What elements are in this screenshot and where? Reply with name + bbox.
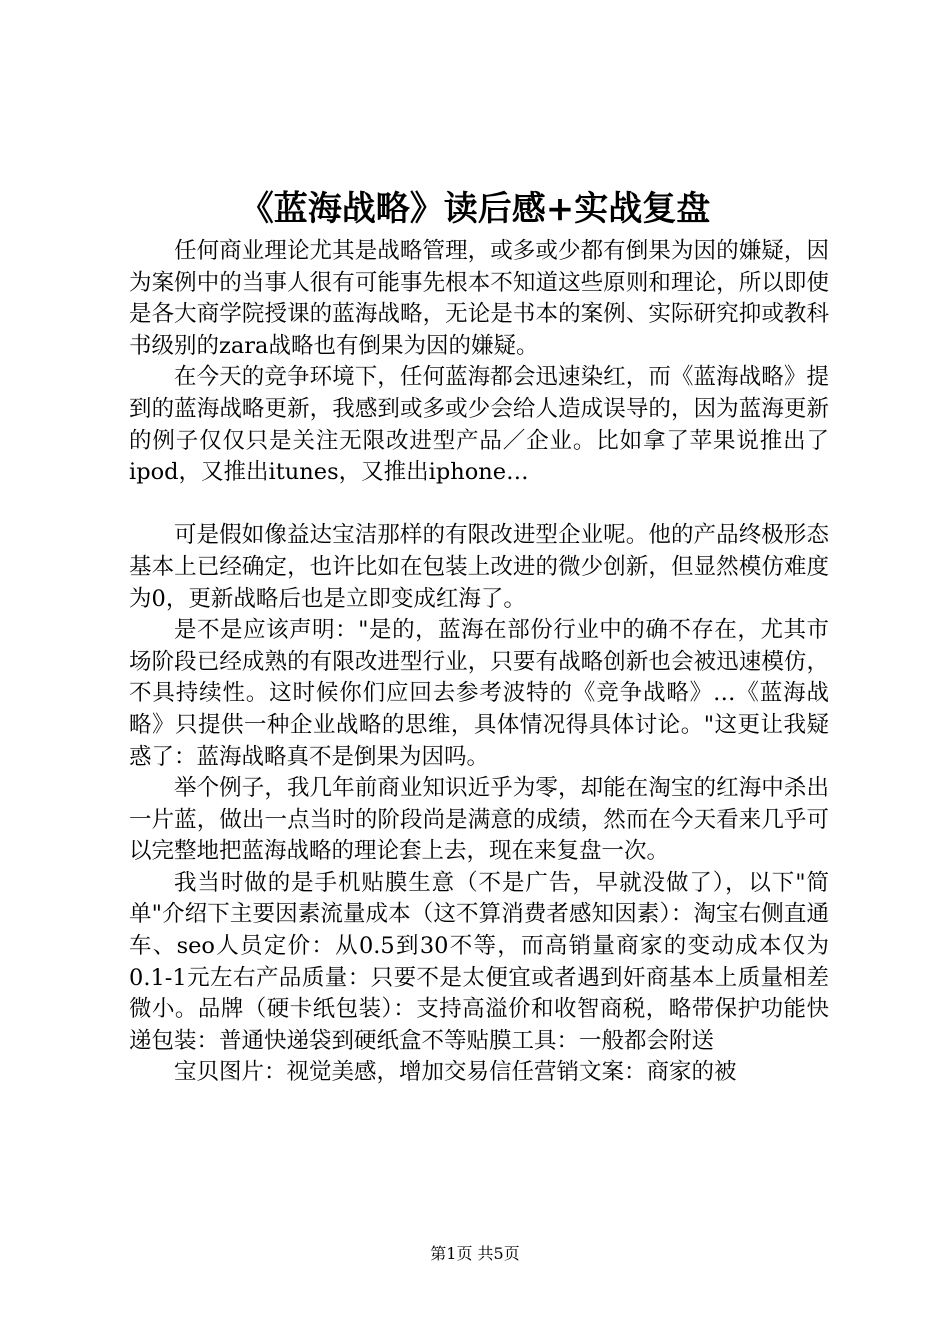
paragraph-6: 我当时做的是手机贴膜生意（不是广告，早就没做了），以下"简单"介绍下主要因素流量成本（这不算消费者感知因素）：淘宝右侧直通车、seo人员定价：从0.5到30不等，而高销量商家的变动成本仅为0.1-1元左右产品质量：只要不是太便宜或者遇到奸商基本上质量相差微小。品牌（硬卡纸包装）：支持高溢价和收智商税，略带保护功能快递包装：普通快递袋到硬纸盒不等贴膜工具：一般都会附送: [129, 869, 829, 1054]
paragraph-4: 是不是应该声明："是的，蓝海在部份行业中的确不存在，尤其市场阶段已经成熟的有限改进型行业，只要有战略创新也会被迅速模仿，不具持续性。这时候你们应回去参考波特的《竞争战略》…《蓝海战略》只提供一种企业战略的思维，具体情况得具体讨论。"这更让我疑惑了：蓝海战略真不是倒果为因吗。: [129, 617, 829, 770]
document-title: 《蓝海战略》读后感+实战复盘: [239, 189, 711, 229]
paragraph-1: 任何商业理论尤其是战略管理，或多或少都有倒果为因的嫌疑，因为案例中的当事人很有可能事先根本不知道这些原则和理论，所以即使是各大商学院授课的蓝海战略，无论是书本的案例、实际研究抑或教科书级别的zara战略也有倒果为因的嫌疑。: [129, 238, 829, 359]
page-number-footer: 第1页 共5页: [430, 1244, 520, 1263]
paragraph-spacer: [129, 489, 829, 521]
paragraph-3: 可是假如像益达宝洁那样的有限改进型企业呢。他的产品终极形态基本上已经确定，也许比如在包装上改进的微少创新，但显然模仿难度为0，更新战略后也是立即变成红海了。: [129, 522, 829, 612]
document-body: [129, 236, 829, 1089]
paragraph-5: 举个例子，我几年前商业知识近乎为零，却能在淘宝的红海中杀出一片蓝，做出一点当时的阶段尚是满意的成绩，然而在今天看来几乎可以完整地把蓝海战略的理论套上去，现在来复盘一次。: [129, 775, 829, 865]
paragraph-2: 在今天的竞争环境下，任何蓝海都会迅速染红，而《蓝海战略》提到的蓝海战略更新，我感到或多或少会给人造成误导的，因为蓝海更新的例子仅仅只是关注无限改进型产品／企业。比如拿了苹果说推出了ipod，又推出itunes，又推出iphone…: [129, 364, 829, 486]
paragraph-7: 宝贝图片：视觉美感，增加交易信任营销文案：商家的被: [174, 1059, 737, 1086]
